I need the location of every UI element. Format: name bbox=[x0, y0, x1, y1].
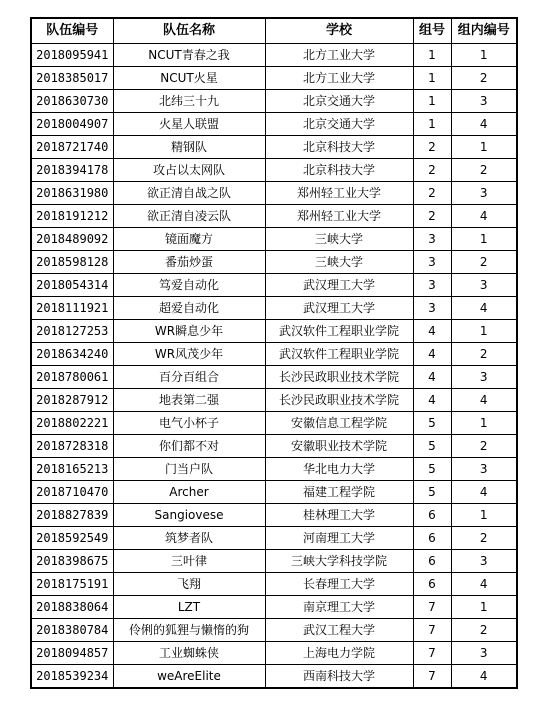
cell-group-number: 4 bbox=[451, 113, 517, 136]
cell-group-number: 3 bbox=[451, 274, 517, 297]
cell-team-name: 电气小杯子 bbox=[113, 412, 265, 435]
table-row bbox=[31, 527, 517, 550]
table-row bbox=[31, 228, 517, 251]
cell-team-id: 2018838064 bbox=[31, 596, 113, 619]
cell-team-id: 2018802221 bbox=[31, 412, 113, 435]
cell-group: 1 bbox=[413, 44, 451, 67]
cell-team-id: 2018004907 bbox=[31, 113, 113, 136]
table-body bbox=[31, 44, 517, 689]
cell-team-id: 2018287912 bbox=[31, 389, 113, 412]
cell-group-number: 4 bbox=[451, 573, 517, 596]
cell-team-id: 2018710470 bbox=[31, 481, 113, 504]
cell-school: 南京理工大学 bbox=[265, 596, 413, 619]
cell-group: 4 bbox=[413, 366, 451, 389]
cell-school: 河南理工大学 bbox=[265, 527, 413, 550]
cell-group-number: 4 bbox=[451, 205, 517, 228]
cell-group: 3 bbox=[413, 274, 451, 297]
cell-group: 6 bbox=[413, 550, 451, 573]
cell-group: 6 bbox=[413, 504, 451, 527]
cell-group: 4 bbox=[413, 343, 451, 366]
table-row bbox=[31, 366, 517, 389]
table-row bbox=[31, 665, 517, 689]
cell-team-name: 精钢队 bbox=[113, 136, 265, 159]
cell-team-id: 2018780061 bbox=[31, 366, 113, 389]
header-school: 学校 bbox=[265, 18, 413, 44]
table-row bbox=[31, 205, 517, 228]
cell-team-id: 2018721740 bbox=[31, 136, 113, 159]
cell-team-name: WR风茂少年 bbox=[113, 343, 265, 366]
cell-team-name: 伶俐的狐狸与懒惰的狗 bbox=[113, 619, 265, 642]
cell-team-name: 筑梦者队 bbox=[113, 527, 265, 550]
cell-group-number: 2 bbox=[451, 67, 517, 90]
cell-team-id: 2018489092 bbox=[31, 228, 113, 251]
cell-school: 西南科技大学 bbox=[265, 665, 413, 689]
cell-group-number: 3 bbox=[451, 458, 517, 481]
header-team-name: 队伍名称 bbox=[113, 18, 265, 44]
cell-school: 武汉理工大学 bbox=[265, 297, 413, 320]
cell-group: 5 bbox=[413, 458, 451, 481]
cell-group: 4 bbox=[413, 389, 451, 412]
table-row bbox=[31, 159, 517, 182]
cell-group-number: 1 bbox=[451, 228, 517, 251]
cell-school: 北京交通大学 bbox=[265, 113, 413, 136]
cell-team-name: 欲正清自凌云队 bbox=[113, 205, 265, 228]
cell-team-name: weAreElite bbox=[113, 665, 265, 689]
header-team-id: 队伍编号 bbox=[31, 18, 113, 44]
cell-group-number: 4 bbox=[451, 481, 517, 504]
table-row bbox=[31, 504, 517, 527]
cell-group-number: 2 bbox=[451, 251, 517, 274]
table-row bbox=[31, 573, 517, 596]
cell-group-number: 1 bbox=[451, 504, 517, 527]
cell-group-number: 2 bbox=[451, 527, 517, 550]
cell-team-id: 2018165213 bbox=[31, 458, 113, 481]
table-row bbox=[31, 320, 517, 343]
table-row bbox=[31, 136, 517, 159]
cell-team-id: 2018094857 bbox=[31, 642, 113, 665]
cell-school: 三峡大学 bbox=[265, 251, 413, 274]
cell-school: 桂林理工大学 bbox=[265, 504, 413, 527]
cell-team-name: LZT bbox=[113, 596, 265, 619]
cell-group: 7 bbox=[413, 642, 451, 665]
cell-school: 北京交通大学 bbox=[265, 90, 413, 113]
table-row bbox=[31, 274, 517, 297]
cell-group-number: 2 bbox=[451, 619, 517, 642]
cell-team-id: 2018398675 bbox=[31, 550, 113, 573]
cell-group: 2 bbox=[413, 205, 451, 228]
cell-team-name: 工业蜘蛛侠 bbox=[113, 642, 265, 665]
cell-team-name: 北纬三十九 bbox=[113, 90, 265, 113]
header-group-number: 组内编号 bbox=[451, 18, 517, 44]
cell-school: 福建工程学院 bbox=[265, 481, 413, 504]
cell-team-name: NCUT青春之我 bbox=[113, 44, 265, 67]
cell-team-name: 火星人联盟 bbox=[113, 113, 265, 136]
cell-team-id: 2018127253 bbox=[31, 320, 113, 343]
cell-team-name: 笃爱自动化 bbox=[113, 274, 265, 297]
table-row bbox=[31, 343, 517, 366]
table-row bbox=[31, 389, 517, 412]
cell-group-number: 4 bbox=[451, 297, 517, 320]
cell-team-id: 2018191212 bbox=[31, 205, 113, 228]
cell-school: 武汉理工大学 bbox=[265, 274, 413, 297]
cell-group: 6 bbox=[413, 527, 451, 550]
cell-team-id: 2018631980 bbox=[31, 182, 113, 205]
cell-group-number: 4 bbox=[451, 389, 517, 412]
table-row bbox=[31, 297, 517, 320]
cell-team-id: 2018175191 bbox=[31, 573, 113, 596]
cell-group-number: 2 bbox=[451, 435, 517, 458]
cell-group: 7 bbox=[413, 619, 451, 642]
cell-team-id: 2018630730 bbox=[31, 90, 113, 113]
cell-school: 武汉软件工程职业学院 bbox=[265, 343, 413, 366]
cell-team-name: 攻占以太网队 bbox=[113, 159, 265, 182]
cell-group-number: 3 bbox=[451, 642, 517, 665]
cell-team-id: 2018111921 bbox=[31, 297, 113, 320]
cell-team-name: 地表第二强 bbox=[113, 389, 265, 412]
cell-group: 1 bbox=[413, 113, 451, 136]
cell-team-name: Archer bbox=[113, 481, 265, 504]
table-row bbox=[31, 67, 517, 90]
cell-team-name: Sangiovese bbox=[113, 504, 265, 527]
cell-school: 北方工业大学 bbox=[265, 44, 413, 67]
table-row bbox=[31, 596, 517, 619]
cell-group-number: 3 bbox=[451, 90, 517, 113]
cell-group-number: 1 bbox=[451, 136, 517, 159]
cell-group-number: 3 bbox=[451, 366, 517, 389]
cell-team-name: 番茄炒蛋 bbox=[113, 251, 265, 274]
cell-school: 北京科技大学 bbox=[265, 136, 413, 159]
table-row bbox=[31, 435, 517, 458]
cell-team-id: 2018394178 bbox=[31, 159, 113, 182]
cell-team-name: 欲正清自战之队 bbox=[113, 182, 265, 205]
table-row bbox=[31, 458, 517, 481]
cell-group: 5 bbox=[413, 435, 451, 458]
cell-team-id: 2018095941 bbox=[31, 44, 113, 67]
cell-team-name: 你们都不对 bbox=[113, 435, 265, 458]
cell-group-number: 4 bbox=[451, 665, 517, 689]
table-row bbox=[31, 251, 517, 274]
table-row bbox=[31, 619, 517, 642]
table-row bbox=[31, 113, 517, 136]
cell-team-id: 2018054314 bbox=[31, 274, 113, 297]
cell-group: 2 bbox=[413, 182, 451, 205]
cell-school: 北京科技大学 bbox=[265, 159, 413, 182]
cell-group: 3 bbox=[413, 297, 451, 320]
cell-group-number: 2 bbox=[451, 159, 517, 182]
team-roster-table bbox=[30, 17, 518, 689]
cell-school: 武汉工程大学 bbox=[265, 619, 413, 642]
cell-group-number: 1 bbox=[451, 44, 517, 67]
cell-team-id: 2018598128 bbox=[31, 251, 113, 274]
cell-school: 长沙民政职业技术学院 bbox=[265, 366, 413, 389]
cell-school: 三峡大学科技学院 bbox=[265, 550, 413, 573]
cell-team-id: 2018385017 bbox=[31, 67, 113, 90]
cell-school: 郑州轻工业大学 bbox=[265, 205, 413, 228]
cell-school: 武汉软件工程职业学院 bbox=[265, 320, 413, 343]
table-row bbox=[31, 90, 517, 113]
cell-school: 华北电力大学 bbox=[265, 458, 413, 481]
cell-team-name: 镜面魔方 bbox=[113, 228, 265, 251]
table-row bbox=[31, 412, 517, 435]
cell-group-number: 1 bbox=[451, 412, 517, 435]
cell-group: 5 bbox=[413, 412, 451, 435]
cell-group-number: 1 bbox=[451, 320, 517, 343]
cell-group-number: 3 bbox=[451, 182, 517, 205]
cell-group: 5 bbox=[413, 481, 451, 504]
cell-group: 3 bbox=[413, 251, 451, 274]
cell-group: 7 bbox=[413, 596, 451, 619]
cell-school: 北方工业大学 bbox=[265, 67, 413, 90]
cell-school: 长沙民政职业技术学院 bbox=[265, 389, 413, 412]
cell-team-name: WR瞬息少年 bbox=[113, 320, 265, 343]
cell-group: 6 bbox=[413, 573, 451, 596]
cell-group: 2 bbox=[413, 159, 451, 182]
cell-group-number: 2 bbox=[451, 343, 517, 366]
cell-team-id: 2018827839 bbox=[31, 504, 113, 527]
cell-group-number: 3 bbox=[451, 550, 517, 573]
cell-team-name: 三叶律 bbox=[113, 550, 265, 573]
cell-group: 4 bbox=[413, 320, 451, 343]
cell-group: 1 bbox=[413, 90, 451, 113]
cell-group: 2 bbox=[413, 136, 451, 159]
table-row bbox=[31, 642, 517, 665]
cell-school: 上海电力学院 bbox=[265, 642, 413, 665]
cell-team-name: 门当户队 bbox=[113, 458, 265, 481]
table-row bbox=[31, 550, 517, 573]
table-header-row bbox=[31, 18, 517, 44]
cell-team-name: NCUT火星 bbox=[113, 67, 265, 90]
cell-group: 1 bbox=[413, 67, 451, 90]
table-row bbox=[31, 481, 517, 504]
cell-group-number: 1 bbox=[451, 596, 517, 619]
cell-school: 长春理工大学 bbox=[265, 573, 413, 596]
cell-team-id: 2018592549 bbox=[31, 527, 113, 550]
cell-group: 3 bbox=[413, 228, 451, 251]
cell-team-name: 百分百组合 bbox=[113, 366, 265, 389]
cell-team-id: 2018728318 bbox=[31, 435, 113, 458]
cell-team-id: 2018539234 bbox=[31, 665, 113, 689]
cell-team-name: 飞翔 bbox=[113, 573, 265, 596]
cell-school: 郑州轻工业大学 bbox=[265, 182, 413, 205]
table-row bbox=[31, 182, 517, 205]
cell-school: 安徽职业技术学院 bbox=[265, 435, 413, 458]
header-group: 组号 bbox=[413, 18, 451, 44]
cell-team-id: 2018380784 bbox=[31, 619, 113, 642]
cell-team-name: 超爱自动化 bbox=[113, 297, 265, 320]
cell-school: 安徽信息工程学院 bbox=[265, 412, 413, 435]
table-row bbox=[31, 44, 517, 67]
cell-team-id: 2018634240 bbox=[31, 343, 113, 366]
cell-school: 三峡大学 bbox=[265, 228, 413, 251]
cell-group: 7 bbox=[413, 665, 451, 689]
team-roster-sheet bbox=[30, 17, 518, 689]
